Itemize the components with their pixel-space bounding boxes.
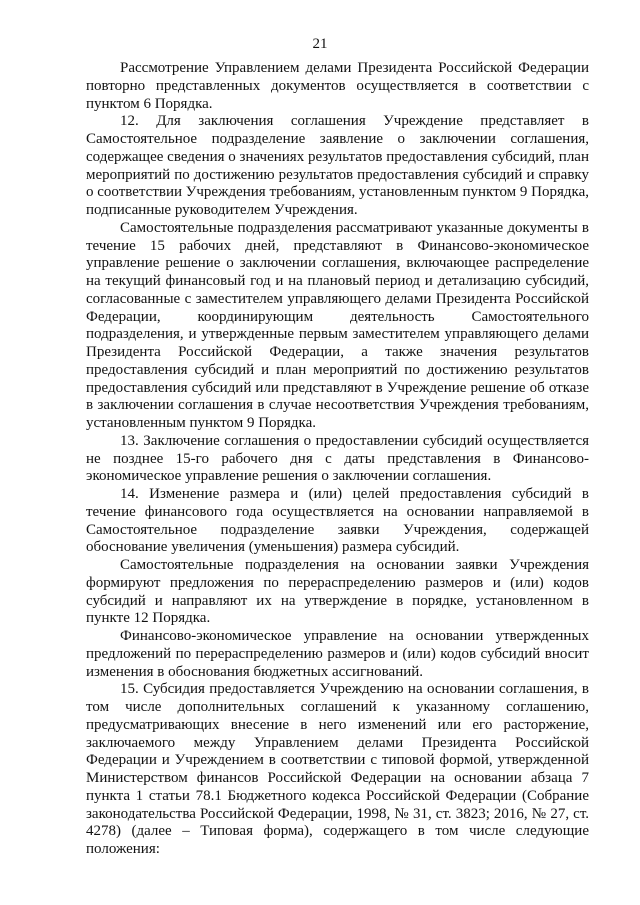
paragraph-review: Рассмотрение Управлением делами Президента Российской Федерации повторно представленных документов осуществляется в соответствии с пунктом 6 Порядка. — [86, 60, 589, 112]
paragraph-item-12: 12. Для заключения соглашения Учреждение представляет в Самостоятельное подразделение заявление о заключении соглашения, содержащее сведения о значениях результатов предоставления субсидий, план мероприятий по достижению результатов предоставления субсидий и справку о соответствии Учреждения требованиям, установленным пунктом 9 Порядка, подписанные руководителем Учреждения. — [86, 113, 589, 218]
paragraph-item-13: 13. Заключение соглашения о предоставлении субсидий осуществляется не позднее 15-го рабочего дня с даты представления в Финансово-экономическое управление решения о заключении соглашения. — [86, 432, 589, 485]
paragraph-item-14: 14. Изменение размера и (или) целей предоставления субсидий в течение финансового года осуществляется на основании направляемой в Самостоятельное подразделение заявки Учреждения, содержащей обоснование увеличения (уменьшения) размера субсидий. — [86, 486, 589, 556]
document-body — [86, 60, 589, 859]
page-number: 21 — [312, 36, 328, 52]
paragraph-item-15: 15. Субсидия предоставляется Учреждению на основании соглашения, в том числе дополнительных соглашений к указанному соглашению, предусматривающих внесение в него изменений или его расторжение, заключаемого между Управлением делами Президента Российской Федерации и Учреждением в соответствии с типовой формой, утвержденной Министерством финансов Российской Федерации на основании абзаца 7 пункта 1 статьи 78.1 Бюджетного кодекса Российской Федерации (Собрание законодательства Российской Федерации, 1998, № 31, ст. 3823; 2016, № 27, ст. 4278) (далее – Типовая форма), содержащего в том числе следующие положения: — [86, 681, 589, 857]
paragraph-financial-department: Финансово-экономическое управление на основании утвержденных предложений по перераспределению размеров и (или) кодов субсидий вносит изменения в обоснования бюджетных ассигнований. — [86, 628, 589, 680]
paragraph-departments-proposals: Самостоятельные подразделения на основании заявки Учреждения формируют предложения по перераспределению размеров и (или) кодов субсидий и направляют их на утверждение в порядке, установленном в пункте 12 Порядка. — [86, 557, 589, 627]
paragraph-departments-review: Самостоятельные подразделения рассматривают указанные документы в течение 15 рабочих дней, представляют в Финансово-экономическое управление решение о заключении соглашения, включающее распределение на текущий финансовый год и на плановый период и детализацию субсидий, согласованные с заместителем управляющего делами Президента Российской Федерации, координирующим деятельность Самостоятельного подразделения, и утвержденные первым заместителем управляющего делами Президента Российской Федерации, а также значения результатов предоставления субсидий и план мероприятий по достижению результатов предоставления субсидий или представляют в Учреждение решение об отказе в заключении соглашения в случае несоответствия Учреждения требованиям, установленным пунктом 9 Порядка. — [86, 219, 589, 431]
